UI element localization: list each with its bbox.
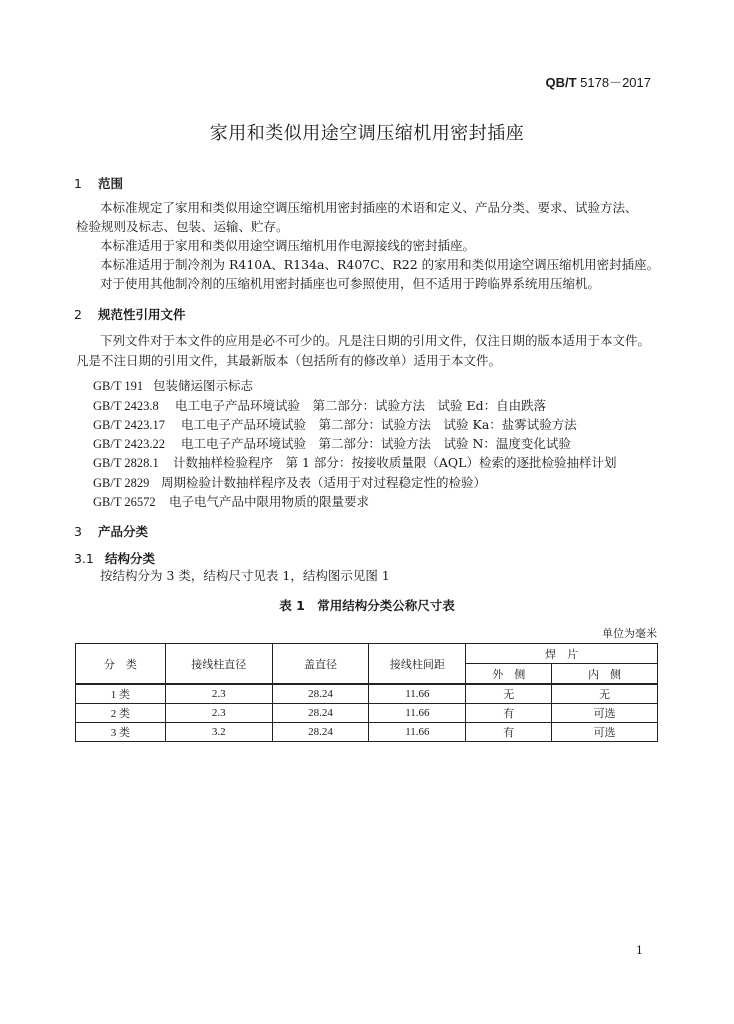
section-3-1-heading — [74, 549, 155, 567]
reference-title: 电工电子产品环境试验 第二部分：试验方法 试验 N：温度变化试验 — [181, 436, 571, 451]
cell-inner: 无 — [552, 684, 658, 704]
reference-item — [93, 453, 616, 471]
cell-inner: 可选 — [552, 723, 658, 742]
standard-code — [545, 72, 651, 91]
section-3-heading — [74, 522, 148, 540]
cell-category: 3 类 — [76, 723, 166, 742]
table-1-unit: 单位为毫米 — [602, 627, 657, 640]
section-2-number: 2 — [74, 307, 82, 322]
section-3-1-paragraph: 按结构分为 3 类，结构尺寸见表 1，结构图示见图 1 — [100, 568, 390, 583]
section-1-paragraph-2: 本标准适用于家用和类似用途空调压缩机用作电源接线的密封插座。 — [100, 238, 476, 253]
cell-post-diameter: 2.3 — [165, 704, 272, 723]
reference-code: GB/T 26572 — [93, 495, 156, 509]
header-post-diameter: 接线柱直径 — [165, 644, 272, 685]
section-1-paragraph-1-line-1: 本标准规定了家用和类似用途空调压缩机用密封插座的术语和定义、产品分类、要求、试验方法、 — [100, 200, 638, 215]
section-1-title: 范围 — [98, 176, 124, 191]
reference-code: GB/T 2423.8 — [93, 399, 159, 413]
cell-post-diameter: 3.2 — [165, 723, 272, 742]
reference-title: 周期检验计数抽样程序及表（适用于对过程稳定性的检验） — [161, 475, 487, 490]
cell-cover-diameter: 28.24 — [272, 723, 369, 742]
reference-code: GB/T 2423.22 — [93, 437, 165, 451]
header-post-spacing: 接线柱间距 — [369, 644, 466, 685]
section-3-title: 产品分类 — [98, 524, 149, 539]
reference-code: GB/T 2423.17 — [93, 418, 165, 432]
standard-number: 5178－2017 — [580, 75, 651, 90]
cell-cover-diameter: 28.24 — [272, 684, 369, 704]
cell-outer: 无 — [466, 684, 552, 704]
section-3-1-number: 3.1 — [74, 551, 94, 566]
section-1-paragraph-1-line-2: 检验规则及标志、包装、运输、贮存。 — [76, 219, 289, 234]
section-1-paragraph-3: 本标准适用于制冷剂为 R410A、R134a、R407C、R22 的家用和类似用途空调压缩机用密封插座。 — [100, 257, 660, 272]
table-1 — [75, 643, 658, 742]
header-tab: 焊 片 — [466, 644, 658, 664]
document-title: 家用和类似用途空调压缩机用密封插座 — [209, 123, 525, 144]
header-outer: 外 侧 — [466, 664, 552, 685]
reference-title: 包装储运图示标志 — [153, 378, 254, 393]
header-inner: 内 侧 — [552, 664, 658, 685]
section-2-title: 规范性引用文件 — [98, 307, 186, 322]
reference-code: GB/T 2828.1 — [93, 456, 159, 470]
cell-category: 2 类 — [76, 704, 166, 723]
reference-item — [93, 492, 369, 510]
header-category: 分 类 — [76, 644, 166, 685]
table-row — [76, 723, 658, 742]
reference-item — [93, 415, 577, 433]
table-1-caption: 表 1 常用结构分类公称尺寸表 — [279, 598, 455, 613]
table-row — [76, 684, 658, 704]
reference-title: 计数抽样检验程序 第 1 部分：按接收质量限（AQL）检索的逐批检验抽样计划 — [173, 455, 617, 470]
cell-post-diameter: 2.3 — [165, 684, 272, 704]
cell-outer: 有 — [466, 704, 552, 723]
reference-item — [93, 376, 253, 394]
cell-outer: 有 — [466, 723, 552, 742]
section-3-1-title: 结构分类 — [105, 551, 156, 566]
section-1-heading — [74, 174, 123, 192]
reference-item — [93, 396, 546, 414]
reference-title: 电工电子产品环境试验 第二部分：试验方法 试验 Ka：盐雾试验方法 — [181, 417, 577, 432]
reference-item — [93, 434, 571, 452]
reference-title: 电工电子产品环境试验 第二部分：试验方法 试验 Ed：自由跌落 — [175, 398, 547, 413]
cell-post-spacing: 11.66 — [369, 704, 466, 723]
cell-inner: 可选 — [552, 704, 658, 723]
header-cover-diameter: 盖直径 — [272, 644, 369, 685]
section-2-heading — [74, 305, 186, 323]
cell-post-spacing: 11.66 — [369, 684, 466, 704]
cell-cover-diameter: 28.24 — [272, 704, 369, 723]
cell-post-spacing: 11.66 — [369, 723, 466, 742]
section-1-paragraph-4: 对于使用其他制冷剂的压缩机用密封插座也可参照使用，但不适用于跨临界系统用压缩机。 — [100, 276, 601, 291]
reference-code: GB/T 191 — [93, 379, 144, 393]
reference-item — [93, 473, 486, 491]
page-number: 1 — [636, 944, 643, 957]
section-3-number: 3 — [74, 524, 82, 539]
section-1-number: 1 — [74, 176, 82, 191]
standard-prefix: QB/T — [545, 75, 577, 90]
reference-code: GB/T 2829 — [93, 476, 150, 490]
section-2-paragraph-1-line-2: 凡是不注日期的引用文件，其最新版本（包括所有的修改单）适用于本文件。 — [76, 353, 502, 368]
section-2-paragraph-1-line-1: 下列文件对于本文件的应用是必不可少的。凡是注日期的引用文件，仅注日期的版本适用于本文件。 — [100, 333, 651, 348]
reference-title: 电子电气产品中限用物质的限量要求 — [169, 494, 370, 509]
table-row — [76, 704, 658, 723]
cell-category: 1 类 — [76, 684, 166, 704]
